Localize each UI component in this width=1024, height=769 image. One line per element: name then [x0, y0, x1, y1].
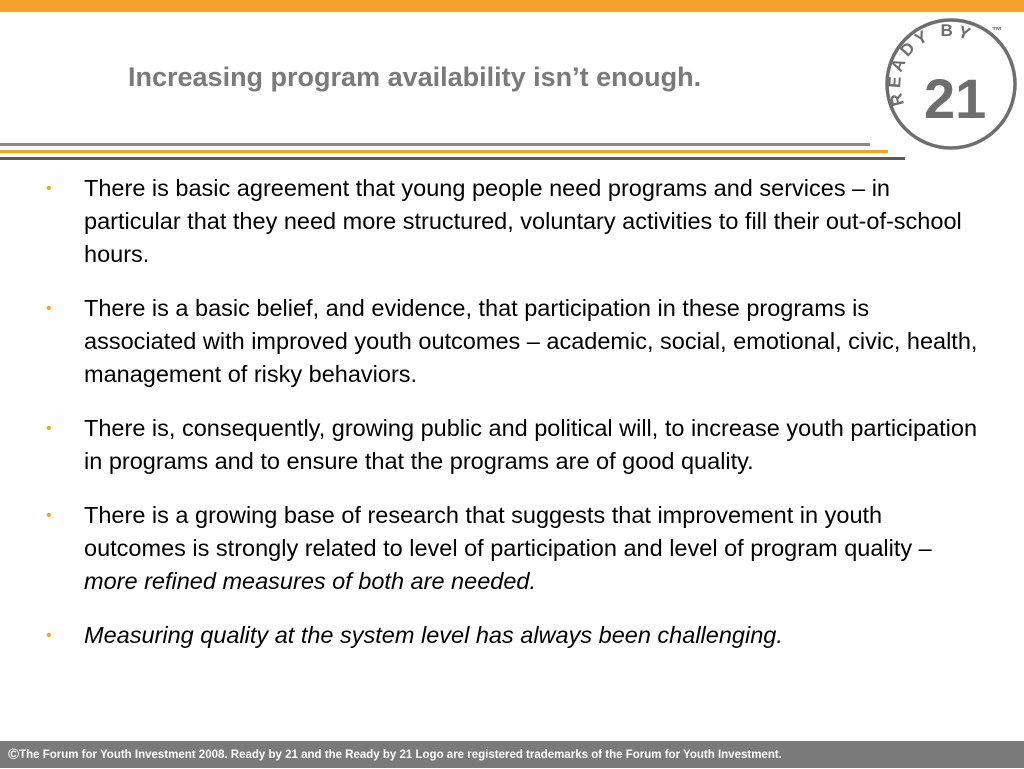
footer-text: The Forum for Youth Investment 2008. Ready by 21 and the Ready by 21 Logo are registered trademarks of the Forum for Youth Investment.	[19, 749, 782, 761]
header-rule-gray	[0, 143, 870, 146]
bullet-italic-text: more refined measures of both are needed.	[84, 568, 536, 594]
bullet-italic-text: Measuring quality at the system level has always been challenging.	[84, 622, 783, 648]
bullet-text: There is basic agreement that young people need programs and services – in particular that they need more structured, voluntary activities to fill their out-of-school hours.	[84, 175, 962, 267]
bullet-item	[46, 292, 986, 391]
bullet-list	[46, 172, 986, 673]
footer-bar	[0, 741, 1024, 768]
bullet-text: There is a growing base of research that suggests that improvement in youth outcomes is strongly related to level of participation and level of program quality –	[84, 502, 932, 561]
bullet-item	[46, 172, 986, 271]
header-rule-dark	[0, 157, 905, 160]
logo-number: 21	[924, 67, 987, 130]
bullet-item	[46, 619, 986, 652]
bullet-icon: •	[46, 507, 52, 524]
bullet-text: There is a basic belief, and evidence, that participation in these programs is associated with improved youth outcomes – academic, social, emotional, civic, health, management of risky behaviors.	[84, 295, 978, 387]
bullet-icon: •	[46, 627, 52, 644]
logo-ring-text: READY BY	[884, 21, 977, 109]
ready-by-21-logo	[878, 14, 1024, 154]
bullet-icon: •	[46, 420, 52, 437]
logo-trademark: ™	[992, 26, 1002, 37]
bullet-icon: •	[46, 180, 52, 197]
header-rule-orange	[0, 150, 888, 153]
bullet-icon: •	[46, 300, 52, 317]
copyright-icon: ©	[8, 746, 20, 763]
bullet-item	[46, 499, 986, 598]
bullet-item	[46, 412, 986, 478]
bullet-text: There is, consequently, growing public and political will, to increase youth participation in programs and to ensure that the programs are of good quality.	[84, 415, 978, 474]
slide-title: Increasing program availability isn’t enough.	[128, 62, 702, 92]
top-accent-bar	[0, 0, 1024, 12]
